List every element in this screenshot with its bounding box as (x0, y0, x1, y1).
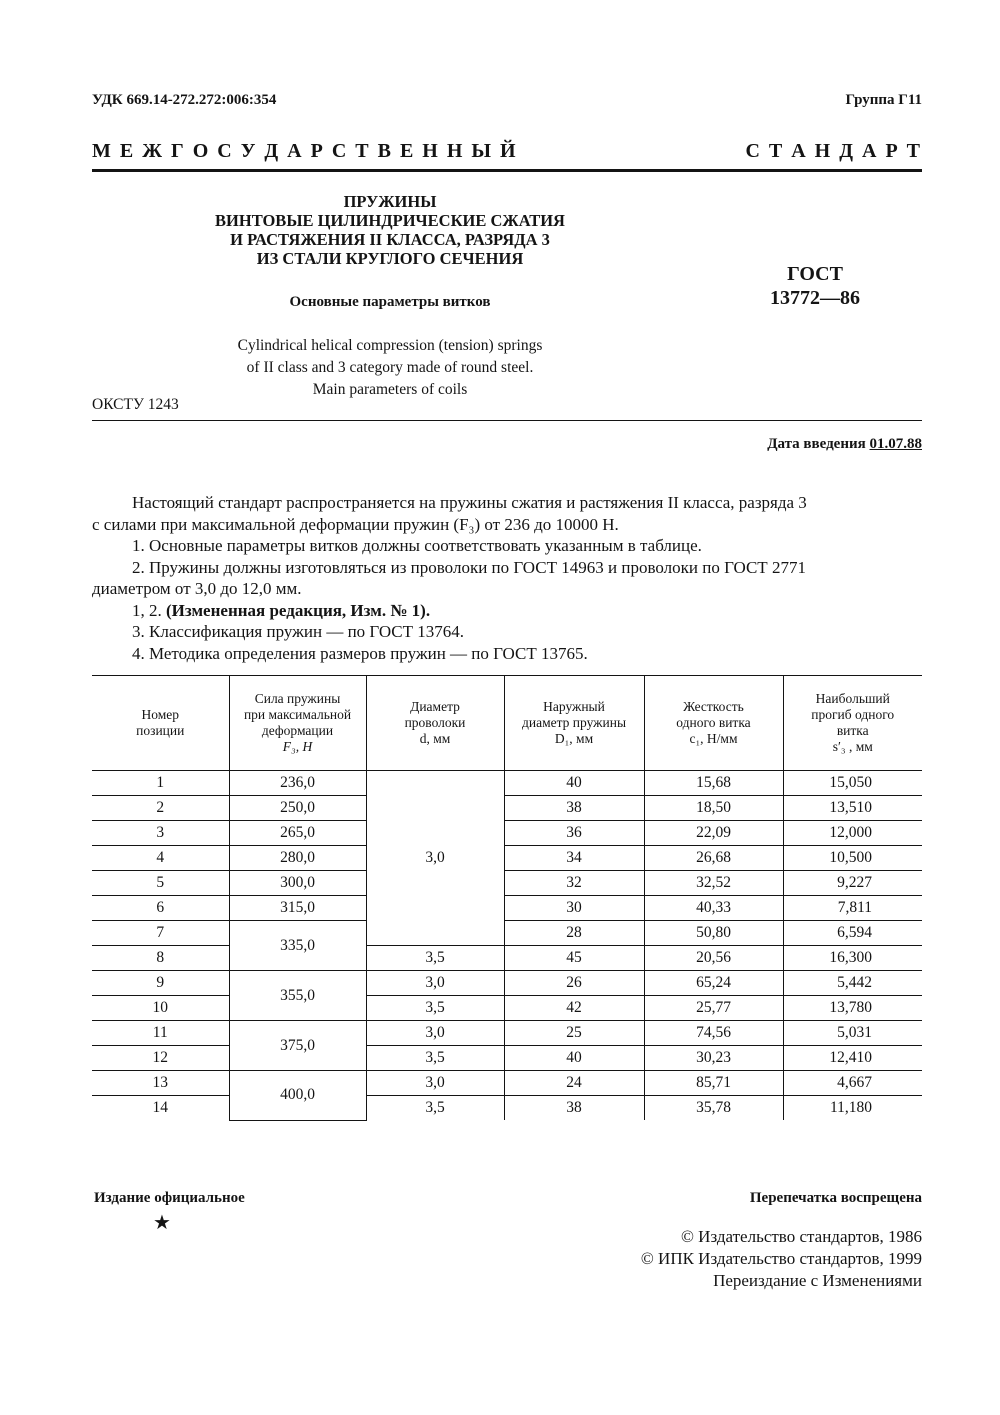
cell-position: 8 (92, 946, 229, 971)
cell-deflection: 9,227 (783, 871, 922, 896)
amendment-prefix: 1, 2. (132, 600, 166, 620)
table-row (92, 796, 922, 821)
table-row (92, 821, 922, 846)
cell-position: 2 (92, 796, 229, 821)
cell-wire-diameter: 3,0 (366, 1021, 504, 1046)
header-force: Сила пружины при максимальной деформации F₃, Н (229, 676, 366, 771)
paragraph-4: 4. Методика определения размеров пружин — по ГОСТ 13765. (132, 643, 588, 663)
cell-force: 236,0 (229, 771, 366, 796)
table-header-row (92, 676, 922, 771)
table-row (92, 1096, 922, 1121)
cell-position: 13 (92, 1071, 229, 1096)
cell-force: 315,0 (229, 896, 366, 921)
oksty-code: ОКСТУ 1243 (92, 396, 179, 413)
cell-outer-diameter: 24 (504, 1071, 644, 1096)
cell-deflection: 10,500 (783, 846, 922, 871)
copyright-1999: © ИПК Издательство стандартов, 1999 (640, 1249, 922, 1268)
cell-wire-diameter: 3,5 (366, 1096, 504, 1121)
paragraph-intro-cont: с силами при максимальной деформации пружин (F₃) от 236 до 10000 Н. (92, 514, 619, 534)
header-rule (92, 420, 922, 421)
cell-force: 335,0 (229, 921, 366, 971)
cell-deflection: 16,300 (783, 946, 922, 971)
document-body (92, 492, 922, 664)
title-line-1: ПРУЖИНЫ (343, 192, 437, 211)
cell-stiffness: 65,24 (644, 971, 783, 996)
gost-number (760, 262, 870, 310)
cell-position: 4 (92, 846, 229, 871)
copyright-block (641, 1226, 922, 1292)
cell-deflection: 5,031 (783, 1021, 922, 1046)
english-title (190, 335, 590, 401)
table-row (92, 946, 922, 971)
no-reprint-notice: Перепечатка воспрещена (749, 1190, 922, 1206)
cell-stiffness: 40,33 (644, 896, 783, 921)
cell-outer-diameter: 34 (504, 846, 644, 871)
cell-stiffness: 74,56 (644, 1021, 783, 1046)
standard-banner (92, 140, 922, 163)
cell-deflection: 15,050 (783, 771, 922, 796)
banner-left: М Е Ж Г О С У Д А Р С Т В Е Н Н Ы Й (92, 140, 518, 162)
date-value: 01.07.88 (869, 436, 922, 452)
cell-position: 5 (92, 871, 229, 896)
cell-stiffness: 30,23 (644, 1046, 783, 1071)
cell-outer-diameter: 26 (504, 971, 644, 996)
cell-position: 6 (92, 896, 229, 921)
table-row (92, 971, 922, 996)
cell-stiffness: 85,71 (644, 1071, 783, 1096)
cell-stiffness: 26,68 (644, 846, 783, 871)
header-stiffness: Жесткость одного витка c₁, Н/мм (644, 676, 783, 771)
english-line-2: of II class and 3 category made of round steel. (246, 359, 534, 376)
english-line-3: Main parameters of coils (312, 381, 468, 398)
cell-outer-diameter: 38 (504, 796, 644, 821)
cell-position: 7 (92, 921, 229, 946)
cell-position: 11 (92, 1021, 229, 1046)
cell-deflection: 12,000 (783, 821, 922, 846)
paragraph-2-cont: диаметром от 3,0 до 12,0 мм. (92, 579, 302, 598)
copyright-1986: © Издательство стандартов, 1986 (681, 1227, 922, 1246)
cell-force: 250,0 (229, 796, 366, 821)
cell-position: 3 (92, 821, 229, 846)
table-row (92, 1071, 922, 1096)
table-row (92, 896, 922, 921)
cell-stiffness: 18,50 (644, 796, 783, 821)
reissue-note: Переиздание с Изменениями (713, 1271, 922, 1290)
cell-position: 9 (92, 971, 229, 996)
cell-wire-diameter: 3,5 (366, 946, 504, 971)
table-row (92, 1046, 922, 1071)
banner-rule (92, 169, 922, 172)
banner-right: С Т А Н Д А Р Т (745, 140, 922, 162)
cell-deflection: 4,667 (783, 1071, 922, 1096)
cell-stiffness: 32,52 (644, 871, 783, 896)
table-row (92, 996, 922, 1021)
table-row (92, 1021, 922, 1046)
cell-outer-diameter: 30 (504, 896, 644, 921)
cell-wire-diameter: 3,5 (366, 1046, 504, 1071)
cell-position: 10 (92, 996, 229, 1021)
cell-wire-diameter: 3,0 (366, 771, 504, 946)
gost-code: 13772—86 (770, 287, 860, 309)
cell-wire-diameter: 3,5 (366, 996, 504, 1021)
cell-deflection: 13,780 (783, 996, 922, 1021)
cell-position: 12 (92, 1046, 229, 1071)
cell-deflection: 13,510 (783, 796, 922, 821)
cell-stiffness: 20,56 (644, 946, 783, 971)
cell-stiffness: 50,80 (644, 921, 783, 946)
cell-wire-diameter: 3,0 (366, 1071, 504, 1096)
group-code: Группа Г11 (845, 92, 922, 108)
header-deflection: Наибольший прогиб одного витка s′₃ , мм (783, 676, 922, 771)
effective-date (767, 436, 922, 453)
cell-outer-diameter: 40 (504, 771, 644, 796)
cell-force: 265,0 (229, 821, 366, 846)
gost-label: ГОСТ (787, 263, 843, 285)
cell-deflection: 12,410 (783, 1046, 922, 1071)
header-outer-diameter: Наружный диаметр пружины D₁, мм (504, 676, 644, 771)
paragraph-3: 3. Классификация пружин — по ГОСТ 13764. (132, 622, 465, 641)
cell-outer-diameter: 42 (504, 996, 644, 1021)
cell-force: 400,0 (229, 1071, 366, 1121)
cell-outer-diameter: 40 (504, 1046, 644, 1071)
cell-force: 280,0 (229, 846, 366, 871)
cell-outer-diameter: 28 (504, 921, 644, 946)
cell-outer-diameter: 36 (504, 821, 644, 846)
cell-force: 355,0 (229, 971, 366, 1021)
cell-deflection: 5,442 (783, 971, 922, 996)
cell-outer-diameter: 45 (504, 946, 644, 971)
cell-force: 375,0 (229, 1021, 366, 1071)
header-wire-diameter: Диаметр проволоки d, мм (366, 676, 504, 771)
cell-outer-diameter: 25 (504, 1021, 644, 1046)
paragraph-intro: Настоящий стандарт распространяется на пружины сжатия и растяжения II класса, разряда 3 (132, 493, 807, 512)
table-row (92, 846, 922, 871)
cell-position: 14 (152, 1099, 168, 1116)
udk-code: УДК 669.14-272.272:006:354 (92, 92, 277, 108)
cell-deflection: 11,180 (783, 1096, 922, 1121)
cell-force: 300,0 (229, 871, 366, 896)
header-position: Номер позиции (92, 676, 229, 771)
cell-stiffness: 35,78 (644, 1096, 783, 1121)
cell-deflection: 7,811 (783, 896, 922, 921)
paragraph-amendment (92, 600, 922, 622)
cell-outer-diameter: 38 (504, 1096, 644, 1121)
cell-stiffness: 15,68 (644, 771, 783, 796)
cell-deflection: 6,594 (783, 921, 922, 946)
cell-wire-diameter: 3,0 (366, 971, 504, 996)
document-title (190, 192, 590, 268)
title-line-3: И РАСТЯЖЕНИЯ II КЛАССА, РАЗРЯДА 3 (230, 230, 550, 249)
cell-outer-diameter: 32 (504, 871, 644, 896)
table-row (92, 921, 922, 946)
paragraph-2: 2. Пружины должны изготовляться из проволоки по ГОСТ 14963 и проволоки по ГОСТ 2771 (132, 557, 806, 577)
title-line-4: ИЗ СТАЛИ КРУГЛОГО СЕЧЕНИЯ (256, 249, 524, 268)
table-row (92, 871, 922, 896)
date-label: Дата введения (767, 436, 866, 452)
official-edition: Издание официальное (94, 1190, 245, 1206)
document-subtitle: Основные параметры витков (289, 294, 491, 310)
english-line-1: Cylindrical helical compression (tension) springs (237, 337, 543, 354)
star-icon: ★ (153, 1212, 171, 1234)
title-line-2: ВИНТОВЫЕ ЦИЛИНДРИЧЕСКИЕ СЖАТИЯ (215, 211, 565, 230)
amendment-note: (Измененная редакция, Изм. № 1). (166, 600, 431, 620)
table-row (92, 771, 922, 796)
cell-position: 1 (92, 771, 229, 796)
cell-stiffness: 25,77 (644, 996, 783, 1021)
cell-stiffness: 22,09 (644, 821, 783, 846)
paragraph-1: 1. Основные параметры витков должны соответствовать указанным в таблице. (132, 536, 702, 555)
parameters-table (92, 675, 922, 1121)
